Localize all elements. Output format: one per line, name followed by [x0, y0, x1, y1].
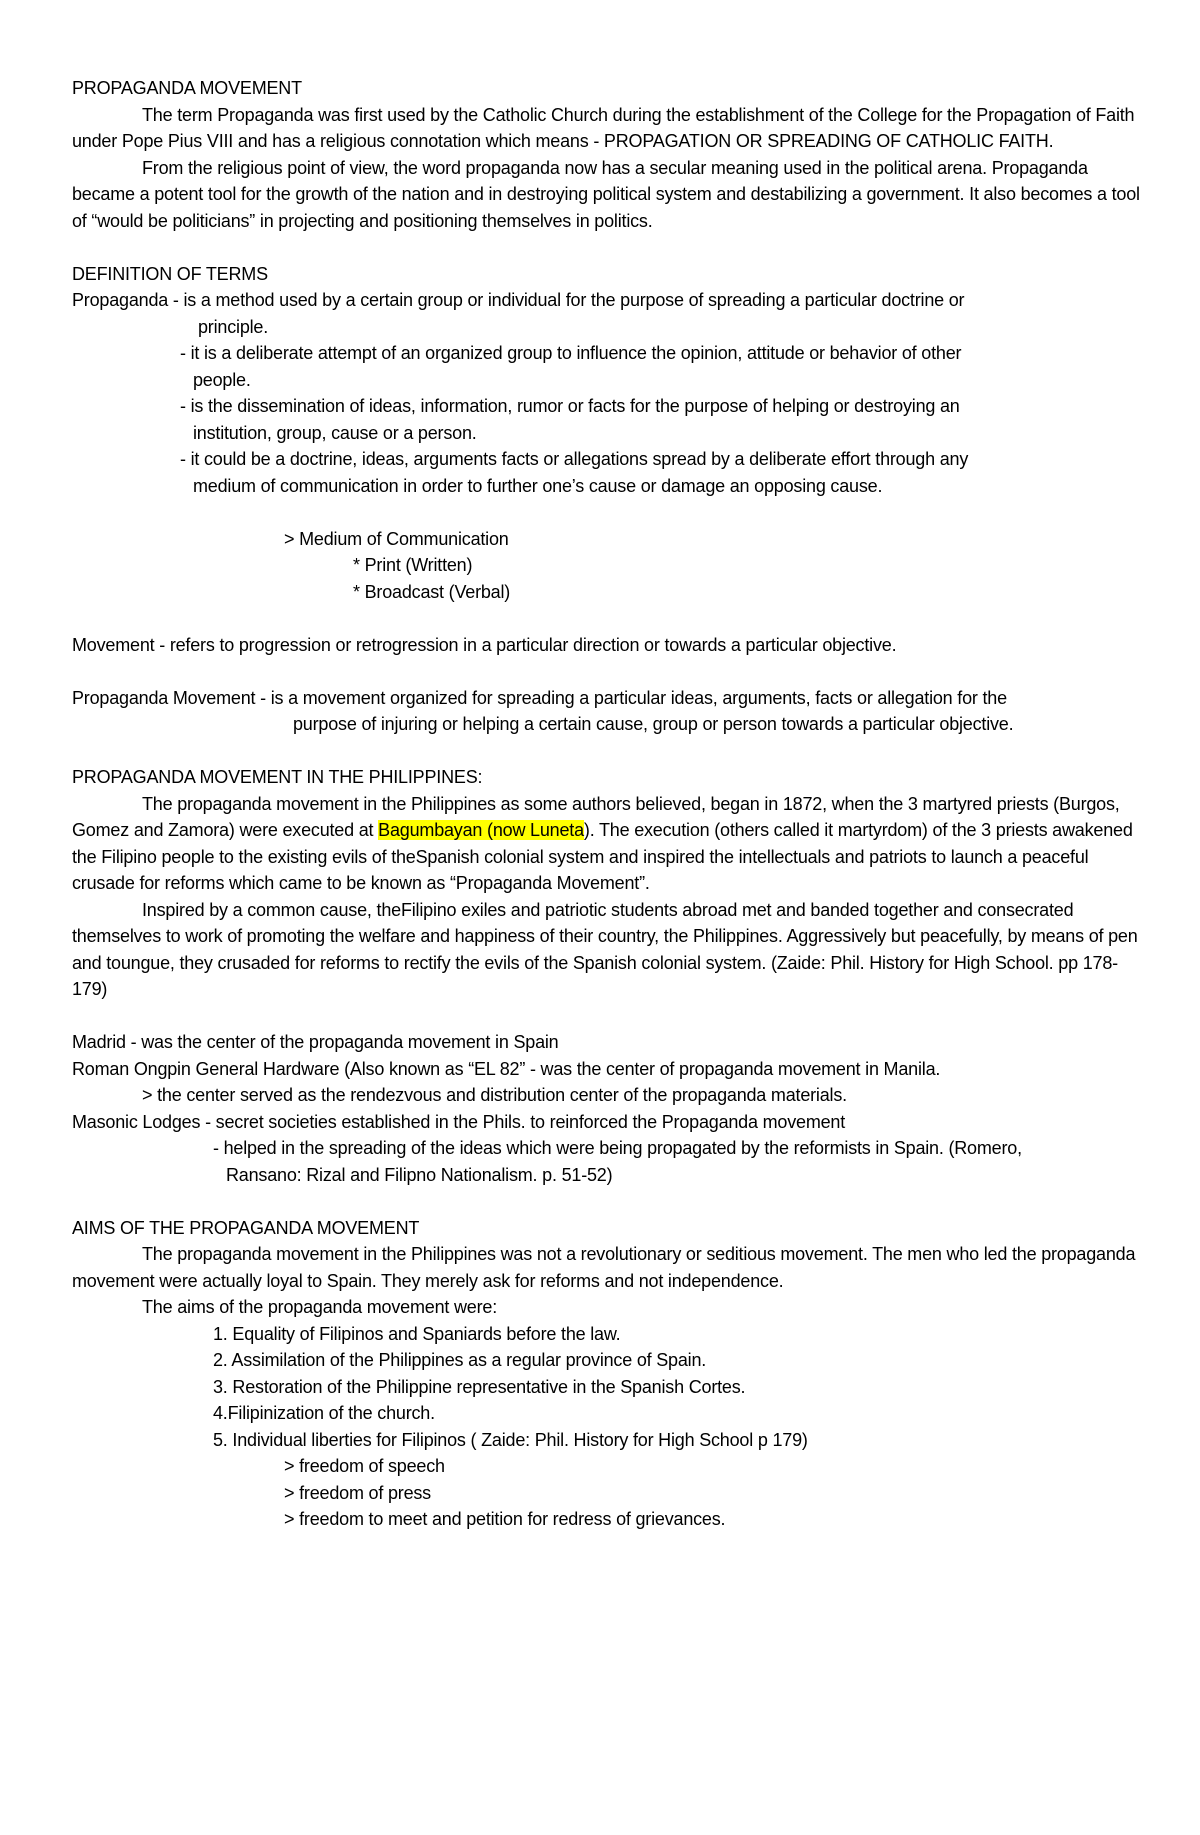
intro-paragraph-1: The term Propaganda was first used by the Catholic Church during the establishment of the College for the Propagation of Faith under Pope Pius VIII and has a religious connotation which means - PROPAGATION OR SPREADING OF CATHOLIC FAITH. [72, 104, 1135, 151]
madrid-line: Madrid - was the center of the propaganda movement in Spain [72, 1032, 559, 1052]
def-propaganda-3-cont: institution, group, cause or a person. [193, 422, 477, 443]
definitions-heading: DEFINITION OF TERMS [72, 263, 268, 284]
spacer [72, 605, 1140, 632]
def-propaganda-1: Propaganda - is a method used by a certain group or individual for the purpose of spreading a particular doctrine or [72, 290, 965, 310]
spacer [72, 738, 1140, 765]
medium-heading: > Medium of Communication [284, 528, 509, 549]
def-propaganda-1-cont: principle. [198, 316, 269, 337]
medium-broadcast: * Broadcast (Verbal) [353, 581, 511, 602]
def-movement: Movement - refers to progression or retrogression in a particular direction or towards a particular objective. [72, 634, 897, 655]
aim-item: 4.Filipinization of the church. [213, 1403, 435, 1423]
masonic-sub-line-cont: Ransano: Rizal and Filipno Nationalism. p. 51-52) [226, 1164, 613, 1185]
philippines-p1-text-a: The propaganda movement in the Philippines as some authors believed, began in 1872, when the 3 martyred priests (Burgos, Gomez and Zamora) were executed at [72, 793, 1120, 840]
aims-heading: AIMS OF THE PROPAGANDA MOVEMENT [72, 1217, 420, 1238]
philippines-p1-text-b: ). The execution (others called it martyrdom) of the 3 priests awakened the Filipino people to the existing evils of theSpanish colonial system and inspired the intellectuals and patriots to launch a peaceful crusade for reforms which came to be known as “Propaganda Movement”. [72, 820, 1133, 893]
aim-item: 3. Restoration of the Philippine representative in the Spanish Cortes. [213, 1376, 746, 1397]
def-propaganda-3: - is the dissemination of ideas, information, rumor or facts for the purpose of helping or destroying an [180, 396, 960, 416]
spacer [72, 234, 1140, 261]
def-propaganda-2: - it is a deliberate attempt of an organized group to influence the opinion, attitude or behavior of other [180, 343, 962, 363]
ongpin-line: Roman Ongpin General Hardware (Also known as “EL 82” - was the center of propaganda movement in Manila. [72, 1058, 941, 1079]
philippines-heading: PROPAGANDA MOVEMENT IN THE PHILIPPINES: [72, 767, 483, 787]
aim-item: 5. Individual liberties for Filipinos ( Zaide: Phil. History for High School p 179) [213, 1429, 808, 1450]
spacer [72, 1003, 1140, 1030]
masonic-sub-line: - helped in the spreading of the ideas which were being propagated by the reformists in Spain. (Romero, [213, 1138, 1022, 1158]
ongpin-sub-line: > the center served as the rendezvous and distribution center of the propaganda materials. [142, 1085, 847, 1105]
aims-intro: The aims of the propaganda movement were: [142, 1297, 497, 1317]
philippines-paragraph-2: Inspired by a common cause, theFilipino exiles and patriotic students abroad met and banded together and consecrated themselves to work of promoting the welfare and happiness of their country, the Philippines. Aggressively but peacefully, by means of pen and toungue, they crusaded for reforms to rectify the evils of the Spanish colonial system. (Zaide: Phil. History for High School. pp 178-179) [72, 899, 1138, 999]
spacer [72, 658, 1140, 685]
def-propaganda-movement: Propaganda Movement - is a movement organized for spreading a particular ideas, arguments, facts or allegation for the [72, 687, 1007, 708]
freedom-item: > freedom of speech [284, 1456, 445, 1476]
spacer [72, 499, 1140, 526]
doc-title: PROPAGANDA MOVEMENT [72, 78, 302, 98]
def-propaganda-2-cont: people. [193, 369, 251, 390]
spacer [72, 1188, 1140, 1215]
masonic-line: Masonic Lodges - secret societies established in the Phils. to reinforced the Propaganda movement [72, 1111, 846, 1132]
def-propaganda-4: - it could be a doctrine, ideas, arguments facts or allegations spread by a deliberate effort through any [180, 449, 969, 469]
intro-paragraph-2: From the religious point of view, the word propaganda now has a secular meaning used in the political arena. Propaganda became a potent tool for the growth of the nation and in destroying political system and destabilizing a government. It also becomes a tool of “would be politicians” in projecting and positioning themselves in politics. [72, 157, 1140, 231]
def-propaganda-4-cont: medium of communication in order to further one’s cause or damage an opposing cause. [193, 475, 883, 496]
freedom-item: > freedom of press [284, 1482, 431, 1503]
highlighted-text: Bagumbayan (now Luneta [378, 820, 584, 840]
philippines-paragraph-1 [72, 791, 1140, 897]
medium-print: * Print (Written) [353, 555, 473, 575]
aims-paragraph: The propaganda movement in the Philippines was not a revolutionary or seditious movement. The men who led the propaganda movement were actually loyal to Spain. They merely ask for reforms and not independence. [72, 1244, 1136, 1291]
def-propaganda-movement-cont: purpose of injuring or helping a certain cause, group or person towards a particular objective. [293, 714, 1014, 734]
aim-item: 2. Assimilation of the Philippines as a regular province of Spain. [213, 1350, 707, 1370]
freedom-item: > freedom to meet and petition for redress of grievances. [284, 1509, 726, 1529]
aim-item: 1. Equality of Filipinos and Spaniards before the law. [213, 1323, 621, 1344]
